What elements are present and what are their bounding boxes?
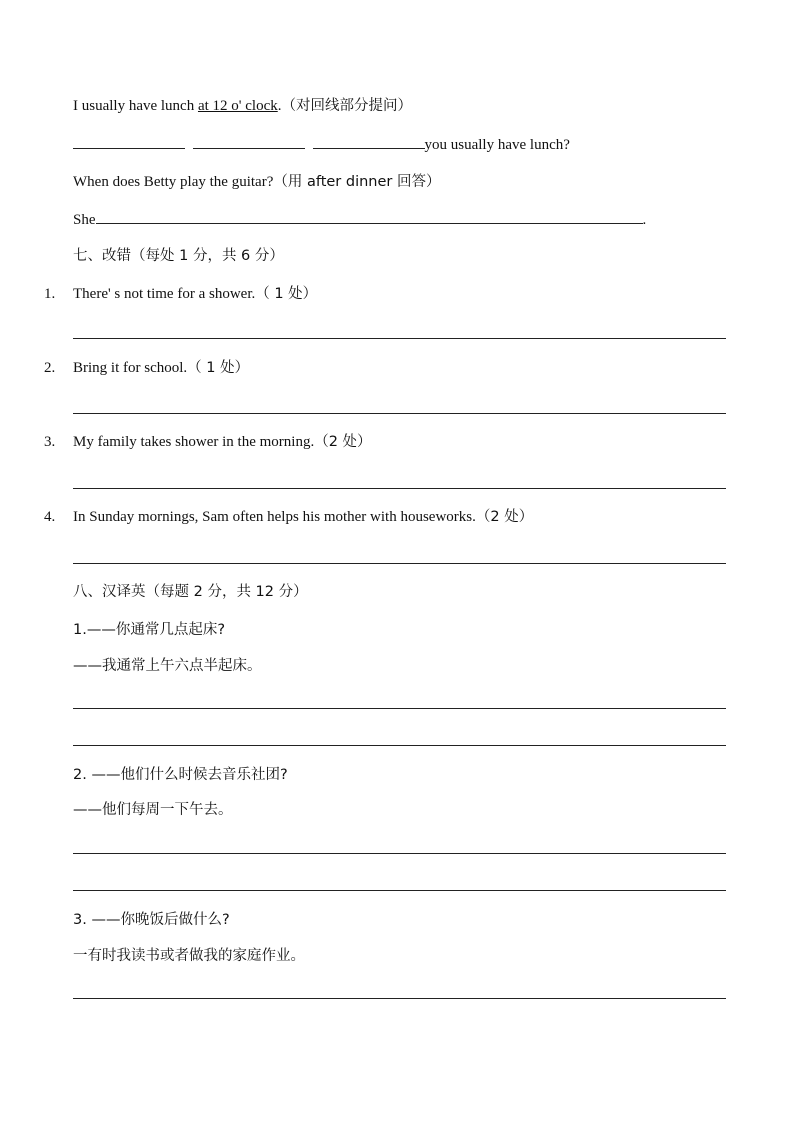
section-8-heading: 八、汉译英（每题 2 分，共 12 分） [73, 584, 308, 600]
q7-2-answer-line[interactable] [73, 413, 726, 414]
q7-4-answer-line[interactable] [73, 563, 726, 564]
q7-3-number: 3. [44, 434, 56, 450]
q7-1-text: There' s not time for a shower. [73, 286, 256, 302]
q6-2-prompt: When does Betty play the guitar? [73, 174, 274, 190]
q8-1-answer: ——我通常上午六点半起床。 [73, 658, 262, 674]
q7-4-sentence [73, 507, 533, 527]
q6-1-sentence [73, 96, 412, 116]
q8-3-answer: 一有时我读书或者做我的家庭作业。 [73, 948, 305, 964]
q8-1-answer-line-2[interactable] [73, 745, 726, 746]
q6-1-suffix: . [277, 98, 282, 114]
q8-2-answer: ——他们每周一下午去。 [73, 802, 233, 818]
q6-2-answer-end: . [642, 212, 647, 228]
q7-3-note: （2 处） [314, 434, 372, 450]
q6-1-answer-line [73, 134, 570, 155]
q8-2-answer-line-2[interactable] [73, 890, 726, 891]
q6-1-instruction: （对回线部分提问） [281, 98, 412, 114]
q6-1-prefix: I usually have lunch [73, 98, 198, 114]
q8-2-answer-line-1[interactable] [73, 853, 726, 854]
q7-2-text: Bring it for school. [73, 360, 188, 376]
q7-1-sentence [73, 284, 317, 304]
q7-4-note: （2 处） [475, 509, 534, 525]
q7-2-note: （ 1 处） [187, 360, 250, 376]
q8-2-question: 2. ——他们什么时候去音乐社团? [73, 767, 288, 783]
q6-2-sentence [73, 172, 440, 192]
q8-1-question: 1.——你通常几点起床? [73, 622, 226, 638]
q8-3-answer-line[interactable] [73, 998, 726, 999]
q7-1-number: 1. [44, 286, 56, 302]
q6-2-answer-line [73, 209, 646, 230]
q7-2-sentence [73, 358, 249, 378]
q8-1-answer-line-1[interactable] [73, 708, 726, 709]
q6-1-underlined-phrase: at 12 o' clock [197, 98, 278, 114]
answer-blank-2[interactable] [193, 134, 305, 149]
q8-3-question: 3. ——你晚饭后做什么? [73, 912, 230, 928]
q7-3-answer-line[interactable] [73, 488, 726, 489]
q6-1-answer-tail: you usually have lunch? [424, 137, 570, 153]
answer-blank-3[interactable] [313, 134, 425, 149]
section-7-heading: 七、改错（每处 1 分，共 6 分） [73, 248, 284, 264]
q6-2-instruction: （用 after dinner 回答） [273, 174, 441, 190]
answer-blank-she[interactable] [96, 209, 643, 224]
q7-1-note: （ 1 处） [255, 286, 318, 302]
q7-4-text: In Sunday mornings, Sam often helps his mother with houseworks. [73, 509, 476, 525]
q6-2-answer-start: She [73, 212, 96, 228]
q7-3-text: My family takes shower in the morning. [73, 434, 315, 450]
q7-2-number: 2. [44, 360, 56, 376]
q7-4-number: 4. [44, 509, 56, 525]
answer-blank-1[interactable] [73, 134, 185, 149]
q7-3-sentence [73, 432, 372, 452]
q7-1-answer-line[interactable] [73, 338, 726, 339]
